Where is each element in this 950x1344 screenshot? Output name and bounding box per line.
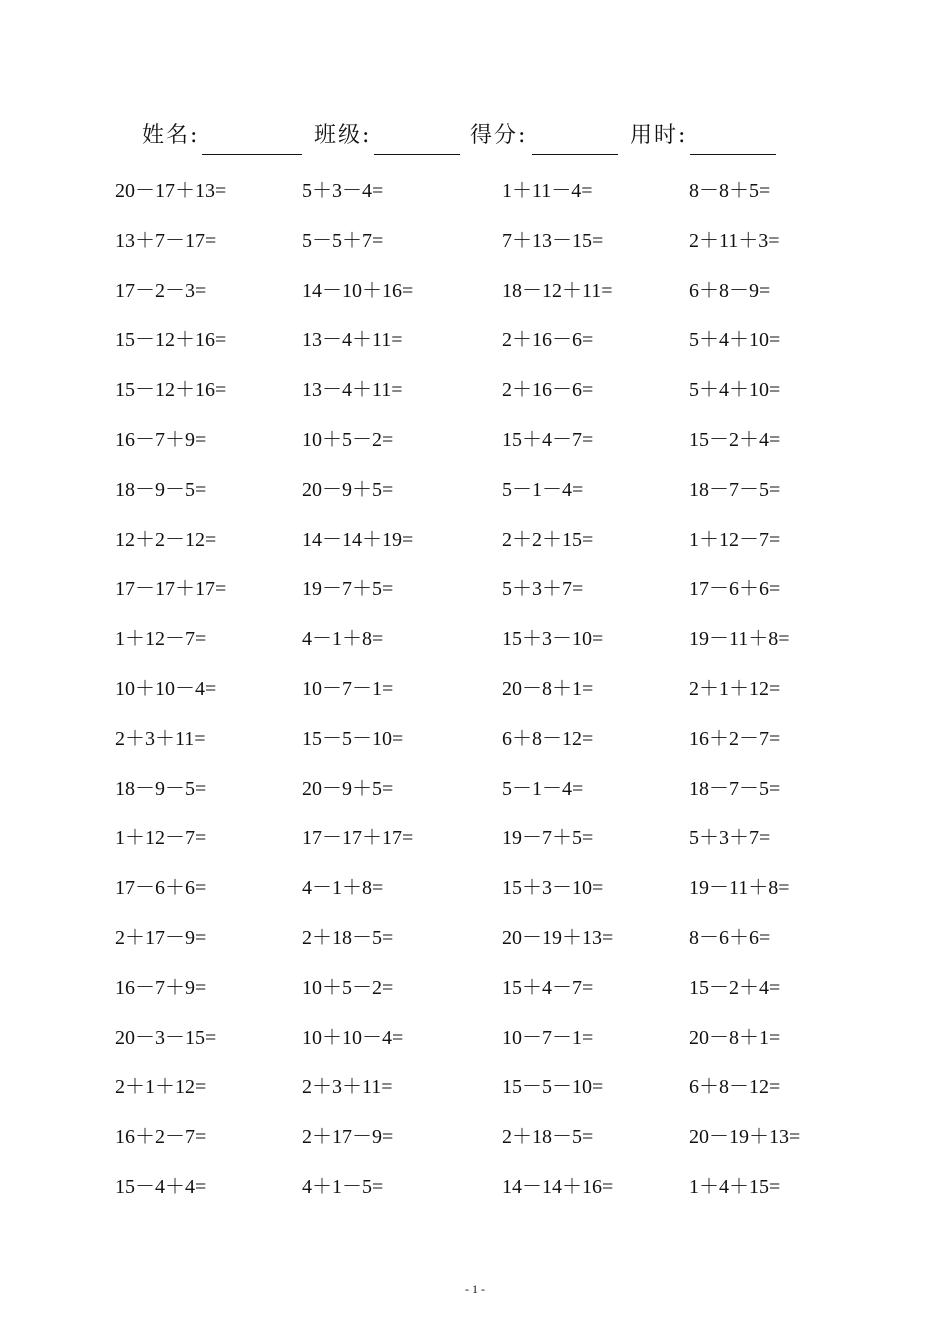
- page-number: - 1 -: [465, 1282, 485, 1296]
- problem-row: [0, 409, 950, 459]
- problem-cell: 14－14＋19=: [302, 528, 414, 551]
- problem-cell: 8－8＋5=: [689, 180, 771, 202]
- problem-cell: 15－2＋4=: [689, 428, 781, 451]
- problem-cell: 19－11＋8=: [689, 628, 790, 651]
- problem-cell: 5－1－4=: [502, 777, 584, 800]
- problem-cell: 16＋2－7=: [689, 727, 781, 750]
- problem-cell: 15＋3－10=: [502, 877, 604, 900]
- problem-cell: 8－6＋6=: [689, 926, 771, 949]
- problem-row: [0, 210, 950, 260]
- problem-cell: 2＋2＋15=: [502, 528, 594, 551]
- problem-cell: 2＋17－9=: [115, 926, 207, 949]
- problem-cell: 10＋5－2=: [302, 976, 394, 999]
- problem-cell: 17－6＋6=: [689, 578, 781, 601]
- problem-cell: 20－3－15=: [115, 1026, 217, 1049]
- score-label: 得分:: [470, 123, 528, 148]
- problem-cell: 6＋8－9=: [689, 279, 771, 302]
- problem-cell: 10－7－1=: [302, 677, 394, 700]
- problem-cell: 7＋13－15=: [502, 229, 604, 252]
- problem-cell: 15－5－10=: [302, 727, 404, 750]
- problem-row: [0, 558, 950, 608]
- problem-cell: 20－8＋1=: [502, 677, 594, 700]
- problem-cell: 15＋4－7=: [502, 428, 594, 451]
- problem-row: [0, 1156, 950, 1206]
- problem-cell: 19－7＋5=: [502, 827, 594, 850]
- problem-cell: 13－4＋11=: [302, 329, 403, 352]
- problem-row: [0, 1056, 950, 1106]
- problem-row: [0, 708, 950, 758]
- problem-cell: 2＋17－9=: [302, 1126, 394, 1149]
- time-label: 用时:: [630, 123, 688, 148]
- problem-cell: 15＋3－10=: [502, 628, 604, 651]
- problem-cell: 2＋3＋11=: [302, 1076, 393, 1099]
- problem-cell: 18－9－5=: [115, 478, 207, 501]
- problem-cell: 13－4＋11=: [302, 379, 403, 402]
- problem-row: [0, 957, 950, 1007]
- problem-cell: 20－19＋13=: [502, 926, 614, 949]
- problem-cell: 12＋2－12=: [115, 528, 217, 551]
- name-label: 姓名:: [142, 123, 200, 148]
- problem-cell: 4＋1－5=: [302, 1175, 384, 1198]
- problem-cell: 15＋4－7=: [502, 976, 594, 999]
- problem-cell: 14－14＋16=: [502, 1175, 614, 1198]
- problem-cell: 5＋4＋10=: [689, 329, 781, 352]
- problem-row: [0, 758, 950, 808]
- problem-cell: 5＋3－4=: [302, 180, 384, 202]
- problem-cell: 14－10＋16=: [302, 279, 414, 302]
- problem-cell: 17－17＋17=: [115, 578, 227, 601]
- problem-cell: 15－5－10=: [502, 1076, 604, 1099]
- problem-cell: 1＋4＋15=: [689, 1175, 781, 1198]
- time-blank-line: [690, 154, 776, 155]
- problem-cell: 1＋12－7=: [115, 827, 207, 850]
- problem-cell: 5－5＋7=: [302, 229, 384, 252]
- problem-cell: 10＋5－2=: [302, 428, 394, 451]
- problem-cell: 2＋16－6=: [502, 329, 594, 352]
- problem-cell: 15－12＋16=: [115, 379, 227, 402]
- problem-cell: 20－9＋5=: [302, 777, 394, 800]
- problem-cell: 5－1－4=: [502, 478, 584, 501]
- problem-cell: 15－2＋4=: [689, 976, 781, 999]
- problem-cell: 13＋7－17=: [115, 229, 217, 252]
- problem-cell: 2＋3＋11=: [115, 727, 206, 750]
- problem-cell: 18－7－5=: [689, 478, 781, 501]
- problem-cell: 19－7＋5=: [302, 578, 394, 601]
- class-blank-line: [374, 154, 460, 155]
- problem-cell: 18－7－5=: [689, 777, 781, 800]
- problem-cell: 1＋12－7=: [115, 628, 207, 651]
- problem-cell: 5＋3＋7=: [689, 827, 771, 850]
- problem-cell: 18－12＋11=: [502, 279, 613, 302]
- problem-cell: 16－7＋9=: [115, 976, 207, 999]
- problem-cell: 5＋3＋7=: [502, 578, 584, 601]
- problem-cell: 2＋1＋12=: [689, 677, 781, 700]
- problem-row: [0, 260, 950, 310]
- problem-cell: 20－17＋13=: [115, 180, 227, 202]
- problem-row: [0, 857, 950, 907]
- problem-cell: 17－17＋17=: [302, 827, 414, 850]
- problem-cell: 10－7－1=: [502, 1026, 594, 1049]
- problem-row: [0, 658, 950, 708]
- problem-cell: 10＋10－4=: [302, 1026, 404, 1049]
- problem-cell: 1＋11－4=: [502, 180, 593, 202]
- problem-row: [0, 160, 950, 210]
- problem-cell: 17－2－3=: [115, 279, 207, 302]
- problem-row: [0, 509, 950, 559]
- problem-row: [0, 1106, 950, 1156]
- problem-row: [0, 907, 950, 957]
- problem-cell: 6＋8－12=: [689, 1076, 781, 1099]
- problem-row: [0, 807, 950, 857]
- problem-cell: 6＋8－12=: [502, 727, 594, 750]
- problem-cell: 20－19＋13=: [689, 1126, 801, 1149]
- problem-cell: 10＋10－4=: [115, 677, 217, 700]
- problem-grid: [0, 160, 950, 1206]
- problem-cell: 15－12＋16=: [115, 329, 227, 352]
- problem-row: [0, 359, 950, 409]
- problem-cell: 5＋4＋10=: [689, 379, 781, 402]
- problem-cell: 15－4＋4=: [115, 1175, 207, 1198]
- problem-cell: 20－8＋1=: [689, 1026, 781, 1049]
- problem-cell: 4－1＋8=: [302, 628, 384, 651]
- problem-cell: 16－7＋9=: [115, 428, 207, 451]
- problem-cell: 19－11＋8=: [689, 877, 790, 900]
- problem-row: [0, 309, 950, 359]
- problem-cell: 16＋2－7=: [115, 1126, 207, 1149]
- worksheet-header: [0, 116, 950, 166]
- problem-cell: 2＋18－5=: [302, 926, 394, 949]
- problem-row: [0, 608, 950, 658]
- problem-cell: 2＋11＋3=: [689, 229, 780, 252]
- problem-cell: 1＋12－7=: [689, 528, 781, 551]
- class-label: 班级:: [314, 123, 372, 148]
- problem-cell: 20－9＋5=: [302, 478, 394, 501]
- problem-cell: 2＋18－5=: [502, 1126, 594, 1149]
- score-blank-line: [532, 154, 618, 155]
- problem-cell: 2＋1＋12=: [115, 1076, 207, 1099]
- problem-row: [0, 1007, 950, 1057]
- name-blank-line: [202, 154, 302, 155]
- problem-cell: 2＋16－6=: [502, 379, 594, 402]
- problem-cell: 17－6＋6=: [115, 877, 207, 900]
- problem-row: [0, 459, 950, 509]
- problem-cell: 4－1＋8=: [302, 877, 384, 900]
- problem-cell: 18－9－5=: [115, 777, 207, 800]
